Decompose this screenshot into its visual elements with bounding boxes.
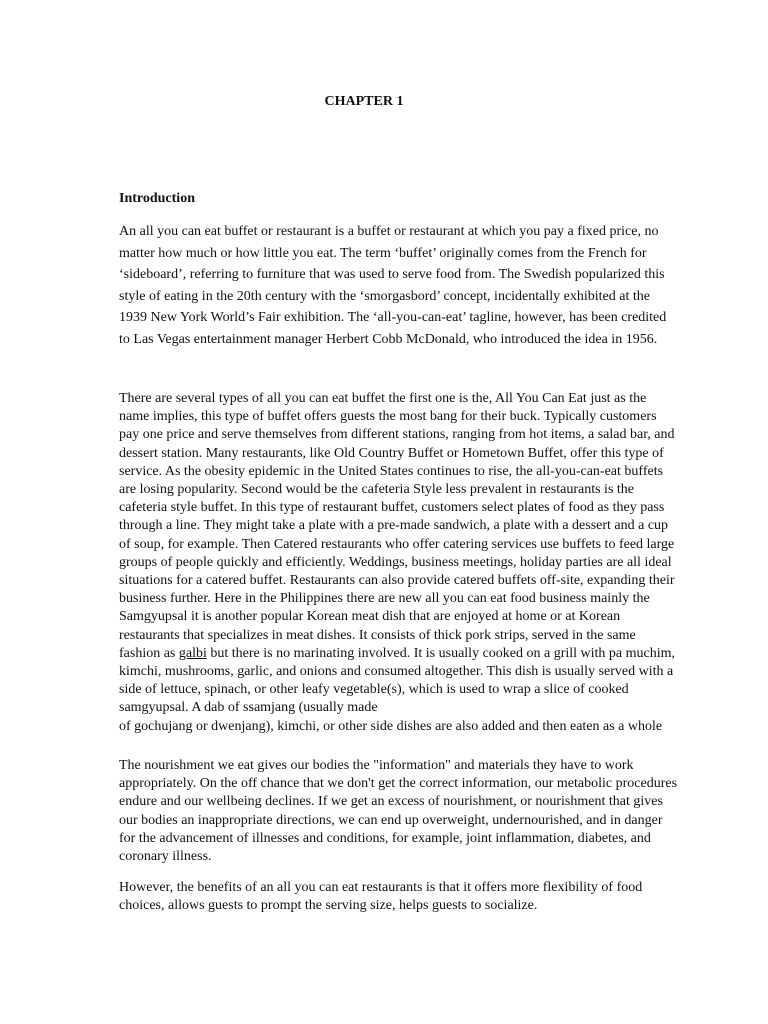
paragraph-nourishment: The nourishment we eat gives our bodies the "information" and materials they have to work appropriately. On the off chance that we don't get the correct information, our metabolic procedures endure and our wellbeing declines. If we get an excess of nourishment, or nourishment that gives our bodies an inappropriate directions, we can end up overweight, undernourished, and in danger for the advancement of illnesses and conditions, for example, joint inflammation, diabetes, and coronary illness. bbox=[119, 758, 678, 865]
paragraph-benefits: However, the benefits of an all you can eat restaurants is that it offers more flexibility of food choices, allows guests to prompt the serving size, helps guests to socialize. bbox=[119, 880, 643, 914]
paragraph-history: An all you can eat buffet or restaurant is a buffet or restaurant at which you pay a fixed price, no matter how much or how little you eat. The term ‘buffet’ originally comes from the French for ‘sideboard’, referring to furniture that was used to serve food from. The Swedish popularized this style of eating in the 20th century with the ‘smorgasbord’ concept, incidentally exhibited at the 1939 New York World’s Fair exhibition. The ‘all-you-can-eat’ tagline, however, has been credited to Las Vegas entertainment manager Herbert Cobb McDonald, who introduced the idea in 1956. bbox=[119, 224, 667, 347]
paragraph-buffet-types bbox=[119, 390, 679, 736]
galbi-link[interactable]: galbi bbox=[178, 645, 207, 661]
paragraph-buffet-types-text: There are several types of all you can eat buffet the first one is the, All You Can Eat just as the name implies, this type of buffet offers guests the most bang for their buck. Typically customers pay one price and serve themselves from different stations, ranging from hot items, a salad bar, and dessert station. Many restaurants, like Old Country Buffet or Hometown Buffet, offer this type of service. As the obesity epidemic in the United States continues to rise, the all-you-can-eat buffets are losing popularity. Second would be the cafeteria Style less prevalent in restaurants is the cafeteria style buffet. In this type of restaurant buffet, customers select plates of food as they pass through a line. They might take a plate with a pre-made sandwich, a plate with a dessert and a cup of soup, for example. Then Catered restaurants who offer catering services use buffets to feed large groups of people quickly and efficiently. Weddings, business meetings, holiday parties are all ideal situations for a catered buffet. Restaurants can also provide catered buffets off-site, expanding their business further. Here in the Philippines there are new all you can eat food business mainly the Samgyupsal it is another popular Korean meat dish that are enjoyed at home or at Korean restaurants that specializes in meat dishes. It consists of thick pork strips, served in the same fashion as bbox=[119, 391, 675, 661]
chapter-title: CHAPTER 1 bbox=[324, 94, 404, 109]
paragraph-buffet-types-last-line: of gochujang or dwenjang), kimchi, or other side dishes are also added and then eaten as a whole bbox=[119, 718, 663, 734]
section-title: Introduction bbox=[119, 191, 195, 206]
paragraph-buffet-types-text-continued: but there is no marinating involved. It is usually cooked on a grill with pa muchim, kimchi, mushrooms, garlic, and onions and consumed altogether. This dish is usually served with a side of lettuce, spinach, or other leafy vegetable(s), which is used to wrap a slice of cooked samgyupsal. A dab of ssamjang (usually made bbox=[119, 645, 676, 716]
